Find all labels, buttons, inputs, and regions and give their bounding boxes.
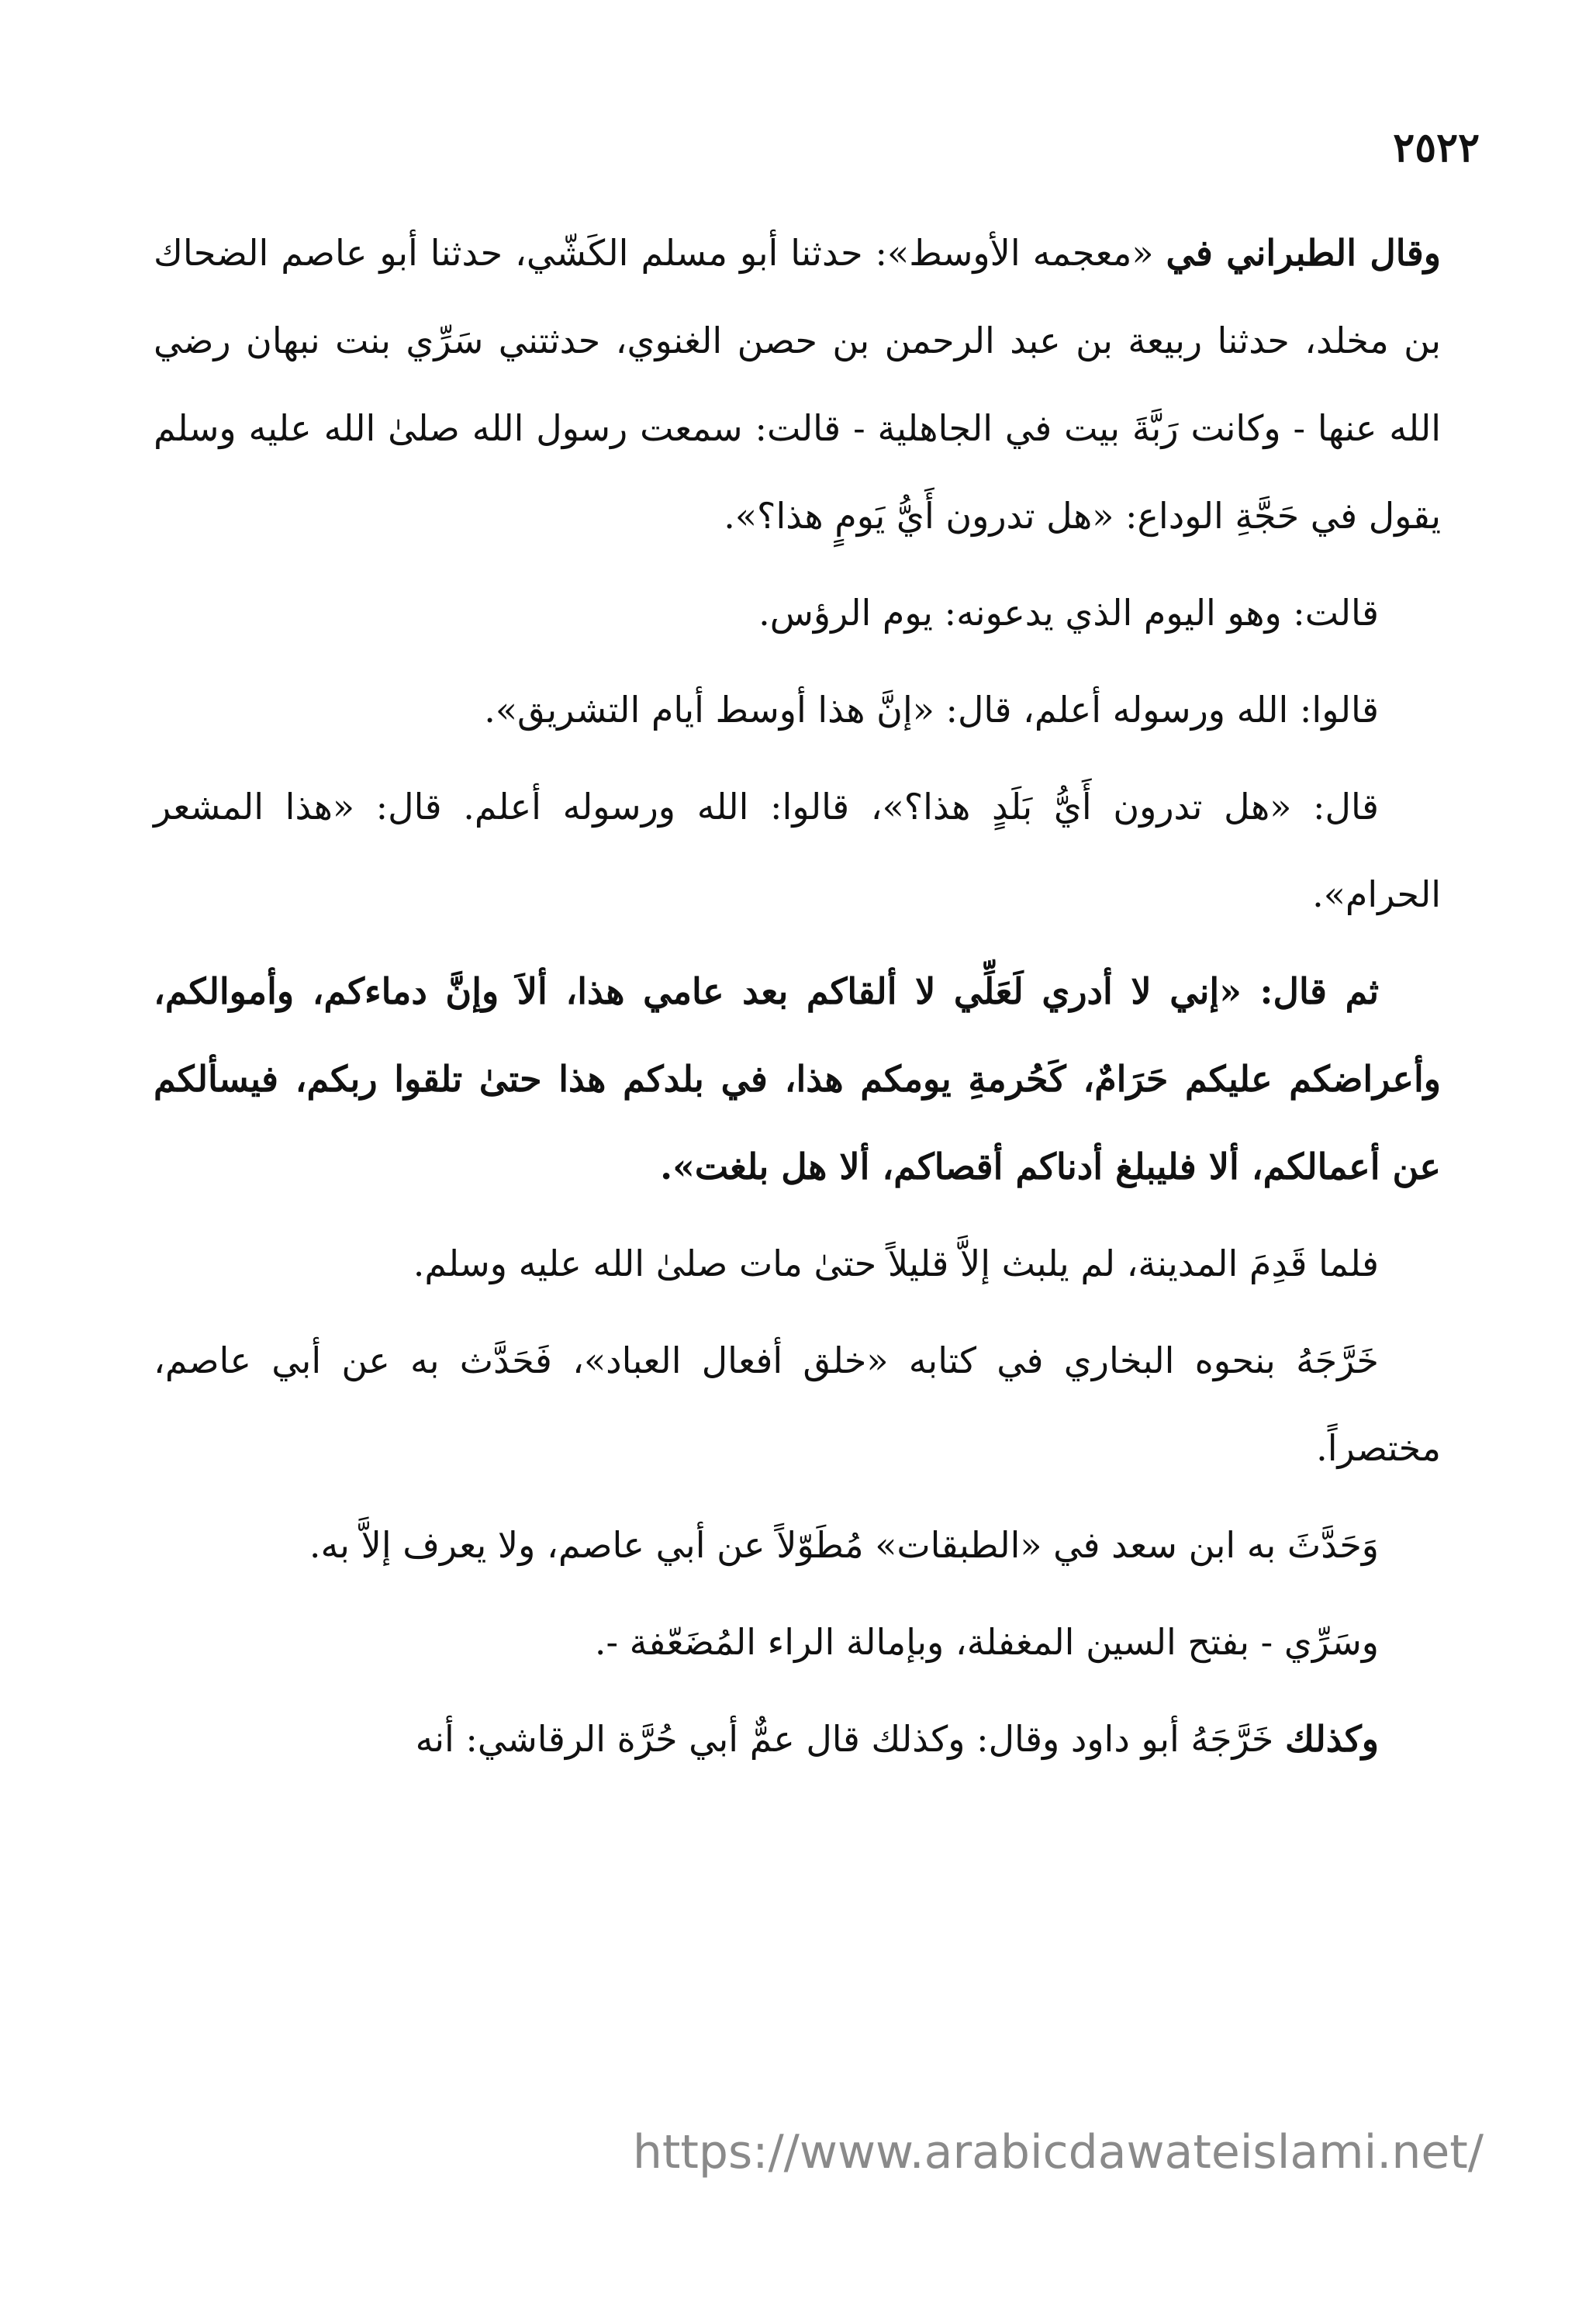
- page-body: [154, 209, 1441, 1792]
- paragraph-4: قال: «هل تدرون أَيُّ بَلَدٍ هذا؟»، قالوا: الله ورسوله أعلم. قال: «هذا المشعر الحرام».: [154, 786, 1441, 915]
- paragraph-9: وسَرِّي - بفتح السين المغفلة، وبإمالة الراء المُضَعّفة -.: [594, 1621, 1379, 1663]
- paragraph-2: قالت: وهو اليوم الذي يدعونه: يوم الرؤس.: [758, 592, 1379, 634]
- watermark-url: https://www.arabicdawateislami.net/: [632, 2125, 1484, 2179]
- paragraph-10-lead: وكذلك: [1284, 1718, 1379, 1760]
- paragraph-1-lead: وقال الطبراني في: [1166, 232, 1441, 274]
- paragraph-10-text: خَرَّجَهُ أبو داود وقال: وكذلك قال عمٌّ أبي حُرَّة الرقاشي: أنه: [415, 1718, 1285, 1760]
- paragraph-3: قالوا: الله ورسوله أعلم، قال: «إنَّ هذا أوسط أيام التشريق».: [484, 689, 1379, 731]
- paragraph-6: فلما قَدِمَ المدينة، لم يلبث إلاَّ قليلاً حتىٰ مات صلىٰ الله عليه وسلم.: [413, 1243, 1379, 1284]
- paragraph-1: [154, 209, 1441, 560]
- paragraph-7: خَرَّجَهُ بنحوه البخاري في كتابه «خلق أفعال العباد»، فَحَدَّث به عن أبي عاصم، مختصراً.: [154, 1339, 1441, 1469]
- page-number: ٢٥٢٢: [1393, 124, 1480, 171]
- paragraph-5: ثم قال: «إني لا أدري لَعَلِّي لا ألقاكم بعد عامي هذا، ألاَ وإنَّ دماءكم، وأموالكم، وأعراضكم عليكم حَرَامٌ، كَحُرمةِ يومكم هذا، في بلدكم هذا حتىٰ تلقوا ربكم، فيسألكم عن أعمالكم، ألا فليبلغ أدناكم أقصاكم، ألا هل بلغت».: [154, 970, 1441, 1187]
- paragraph-10: [154, 1695, 1441, 1783]
- paragraph-8: وَحَدَّثَ به ابن سعد في «الطبقات» مُطَوّلاً عن أبي عاصم، ولا يعرف إلاَّ به.: [309, 1524, 1379, 1566]
- paragraph-1-text: «معجمه الأوسط»: حدثنا أبو مسلم الكَشّي، حدثنا أبو عاصم الضحاك بن مخلد، حدثنا ربيعة بن عبد الرحمن بن حصن الغنوي، حدثتني سَرِّي بنت نبهان رضي الله عنها - وكانت رَبَّةَ بيت في الجاهلية - قالت: سمعت رسول الله صلىٰ الله عليه وسلم يقول في حَجَّةِ الوداع: «هل تدرون أَيُّ يَومٍ هذا؟».: [154, 232, 1441, 537]
